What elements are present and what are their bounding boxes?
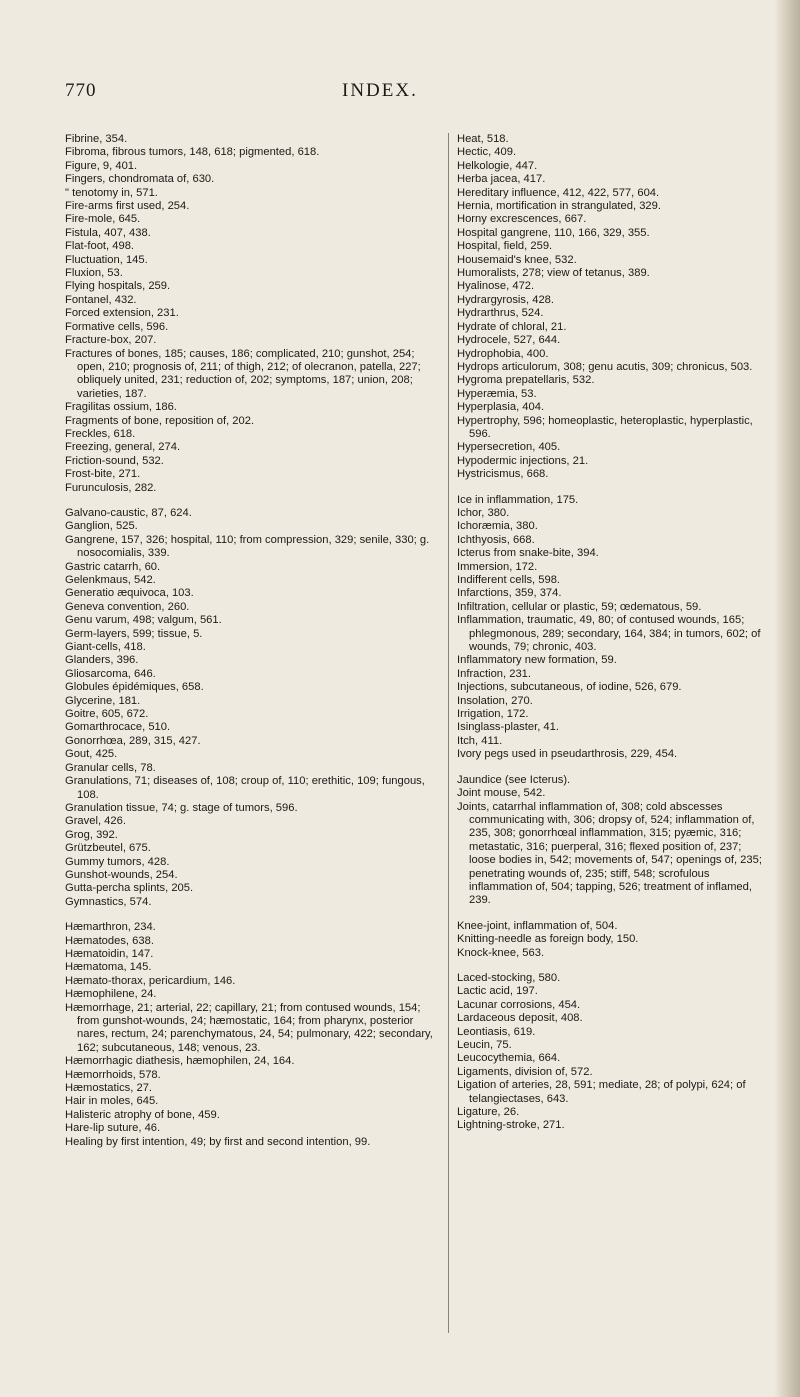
index-entry: Lardaceous deposit, 408. [457, 1012, 583, 1025]
index-entry: Gymnastics, 574. [65, 895, 152, 908]
index-entry: Hectic, 409. [457, 146, 517, 159]
index-entry: Gelenkmaus, 542. [65, 574, 156, 586]
page-title: INDEX. [342, 80, 418, 101]
index-entry: Heat, 518. [457, 133, 509, 145]
index-entry: Hydrocele, 527, 644. [457, 334, 561, 347]
index-entry: Fluxion, 53. [65, 267, 123, 280]
index-entry: Gastric catarrh, 60. [65, 560, 161, 573]
index-entry: Hydrargyrosis, 428. [457, 293, 554, 306]
index-entry: Gravel, 426. [65, 815, 126, 828]
index-entry: Fluctuation, 145. [65, 253, 148, 266]
index-entry: Ichthyosis, 668. [457, 533, 535, 546]
index-entry: Immersion, 172. [457, 560, 538, 573]
index-entry: Fractures of bones, 185; causes, 186; complicated, 210; gunshot, 254; open, 210; prognosis of, 211; of thigh, 212; of olecranon, patella, 227; obliquely united, 231; reduction of, 202; symptoms, 187; union, 208; varieties, 187. [65, 347, 421, 400]
index-entry: Gonorrhœa, 289, 315, 427. [65, 734, 201, 747]
index-entry: Hyalinose, 472. [457, 280, 535, 293]
index-entry: Gummy tumors, 428. [65, 855, 170, 868]
index-group [457, 133, 762, 482]
index-entry: Hydrophobia, 400. [457, 347, 549, 360]
index-entry: Globules épidémiques, 658. [65, 681, 204, 694]
index-entry: Hare-lip suture, 46. [65, 1122, 161, 1135]
index-group [457, 920, 762, 960]
index-entry: Leucocythemia, 664. [457, 1052, 561, 1065]
index-entry: Fire-mole, 645. [65, 213, 141, 226]
index-column-right [448, 133, 762, 1333]
index-entry: Grog, 392. [65, 828, 118, 841]
index-group [65, 921, 435, 1149]
index-entry: Injections, subcutaneous, of iodine, 526, 679. [457, 681, 682, 694]
index-entry: Ice in inflammation, 175. [457, 493, 579, 506]
index-entry: Isinglass-plaster, 41. [457, 721, 559, 734]
index-entry: Lactic acid, 197. [457, 985, 538, 998]
index-entry: Knee-joint, inflammation of, 504. [457, 919, 618, 932]
index-entry: Giant-cells, 418. [65, 641, 146, 654]
index-entry: Irrigation, 172. [457, 708, 529, 721]
index-entry: Germ-layers, 599; tissue, 5. [65, 627, 203, 640]
index-entry: Goitre, 605, 672. [65, 708, 149, 721]
index-entry: Gangrene, 157, 326; hospital, 110; from compression, 329; senile, 330; g. nosocomialis, 339. [65, 533, 430, 560]
index-entry: Furunculosis, 282. [65, 481, 157, 494]
index-entry: Horny excrescences, 667. [457, 213, 587, 226]
index-entry: Joint mouse, 542. [457, 787, 546, 800]
index-entry: Friction-sound, 532. [65, 454, 164, 467]
index-entry: Infarctions, 359, 374. [457, 587, 562, 600]
index-entry: Hydrate of chloral, 21. [457, 320, 567, 333]
index-entry: Housemaid's knee, 532. [457, 253, 577, 266]
index-entry: Glanders, 396. [65, 654, 139, 667]
page-header [0, 80, 800, 104]
index-entry: Freezing, general, 274. [65, 441, 181, 454]
index-entry: Fire-arms first used, 254. [65, 200, 190, 213]
index-entry: Hypersecretion, 405. [457, 441, 561, 454]
index-entry: Ivory pegs used in pseudarthrosis, 229, 454. [457, 748, 678, 761]
index-entry: Gunshot-wounds, 254. [65, 868, 178, 881]
index-entry: Hæmophilene, 24. [65, 988, 157, 1001]
index-entry: Geneva convention, 260. [65, 600, 190, 613]
index-entry: Hydrarthrus, 524. [457, 307, 544, 320]
index-entry: Flat-foot, 498. [65, 240, 135, 253]
index-entry: Lacunar corrosions, 454. [457, 998, 581, 1011]
index-entry: Hæmostatics, 27. [65, 1082, 153, 1095]
index-entry: Gliosarcoma, 646. [65, 667, 156, 680]
index-entry: Ichor, 380. [457, 506, 510, 519]
index-entry: Humoralists, 278; view of tetanus, 389. [457, 267, 650, 280]
index-entry: Hæmatodes, 638. [65, 934, 154, 947]
index-entry: Fistula, 407, 438. [65, 226, 151, 239]
index-entry: Hæmorrhagic diathesis, hæmophilen, 24, 164. [65, 1055, 295, 1068]
page-number: 770 [65, 80, 97, 101]
index-entry: Leontiasis, 619. [457, 1025, 536, 1038]
index-entry: " tenotomy in, 571. [65, 186, 158, 199]
index-entry: Hospital gangrene, 110, 166, 329, 355. [457, 226, 650, 239]
index-entry: Indifferent cells, 598. [457, 574, 561, 586]
index-entry: Forced extension, 231. [65, 307, 179, 320]
index-entry: Halisteric atrophy of bone, 459. [65, 1108, 220, 1121]
index-entry: Freckles, 618. [65, 427, 136, 440]
index-entry: Icterus from snake-bite, 394. [457, 547, 599, 560]
index-group [457, 972, 762, 1133]
index-entry: Fragments of bone, reposition of, 202. [65, 414, 255, 427]
index-entry: Ligature, 26. [457, 1106, 520, 1119]
index-entry: Hospital, field, 259. [457, 240, 553, 253]
index-group [65, 507, 435, 909]
index-entry: Granular cells, 78. [65, 761, 156, 774]
index-entry: Granulations, 71; diseases of, 108; croup of, 110; erethitic, 109; fungous, 108. [65, 775, 425, 801]
index-entry: Hyperæmia, 53. [457, 387, 537, 400]
index-entry: Hygroma prepatellaris, 532. [457, 374, 595, 387]
index-entry: Hæmorrhoids, 578. [65, 1068, 161, 1081]
index-entry: Hæmato-thorax, pericardium, 146. [65, 974, 236, 987]
index-entry: Knitting-needle as foreign body, 150. [457, 933, 639, 946]
index-entry: Hypertrophy, 596; homeoplastic, heteroplastic, hyperplastic, 596. [457, 414, 753, 440]
index-entry: Helkologie, 447. [457, 159, 538, 172]
index-entry: Generatio æquivoca, 103. [65, 587, 194, 600]
index-entry: Laced-stocking, 580. [457, 971, 561, 984]
index-entry: Ichoræmia, 380. [457, 520, 538, 533]
index-entry: Frost-bite, 271. [65, 468, 141, 481]
index-entry: Hypodermic injections, 21. [457, 454, 589, 467]
index-entry: Ligaments, division of, 572. [457, 1065, 593, 1078]
index-entry: Herba jacea, 417. [457, 173, 546, 186]
index-entry: Itch, 411. [457, 734, 503, 747]
index-entry: Fontanel, 432. [65, 293, 137, 306]
index-entry: Infraction, 231. [457, 667, 532, 680]
index-entry: Glycerine, 181. [65, 694, 141, 707]
index-entry: Hystricismus, 668. [457, 468, 549, 481]
index-entry: Gutta-percha splints, 205. [65, 882, 194, 895]
index-entry: Gout, 425. [65, 748, 118, 761]
page-edge-shadow [774, 0, 800, 1397]
index-entry: Fibrine, 354. [65, 133, 128, 145]
index-entry: Joints, catarrhal inflammation of, 308; cold abscesses communicating with, 306; dropsy of, 524; inflammation of, 235, 308; gonorrhœal inflammation, 315; pyæmic, 316; metastatic, 316; puerperal, 316; flexed position of, 237; loose bodies in, 542; movements of, 547; openings of, 235; penetrating wounds of, 235; stiff, 548; scrofulous inflammation of, 504; tapping, 526; treatment of inflamed, 239. [457, 800, 762, 907]
index-entry: Grützbeutel, 675. [65, 842, 151, 855]
index-entry: Hæmatoidin, 147. [65, 947, 154, 960]
index-group [457, 494, 762, 762]
index-entry: Hyperplasia, 404. [457, 401, 545, 414]
index-entry: Hæmatoma, 145. [65, 961, 152, 974]
index-entry: Healing by first intention, 49; by first and second intention, 99. [65, 1135, 371, 1148]
index-entry: Inflammation, traumatic, 49, 80; of contused wounds, 165; phlegmonous, 289; secondary, 164, 384; in tumors, 602; of wounds, 79; chronic, 403. [457, 614, 761, 654]
index-entry: Formative cells, 596. [65, 320, 169, 333]
index-entry: Leucin, 75. [457, 1039, 512, 1051]
index-entry: Infiltration, cellular or plastic, 59; œdematous, 59. [457, 600, 702, 613]
index-entry: Hydrops articulorum, 308; genu acutis, 309; chronicus, 503. [457, 360, 753, 373]
index-entry: Flying hospitals, 259. [65, 280, 171, 293]
index-column-left [65, 133, 435, 1161]
index-entry: Hair in moles, 645. [65, 1095, 159, 1108]
index-entry: Fingers, chondromata of, 630. [65, 173, 215, 186]
index-entry: Granulation tissue, 74; g. stage of tumors, 596. [65, 801, 298, 814]
index-entry: Inflammatory new formation, 59. [457, 654, 617, 667]
index-entry: Figure, 9, 401. [65, 159, 138, 172]
index-entry: Gomarthrocace, 510. [65, 721, 171, 734]
index-entry: Hæmorrhage, 21; arterial, 22; capillary, 21; from contused wounds, 154; from gunshot-wounds, 24; hæmostatic, 164; from pharynx, posterior nares, rectum, 24; parenchymatous, 24, 54; pulmonary, 422; secondary, 162; subcutaneous, 148; venous, 23. [65, 1001, 433, 1054]
index-entry: Hæmarthron, 234. [65, 921, 156, 934]
index-group [457, 774, 762, 908]
index-entry: Ligation of arteries, 28, 591; mediate, 28; of polypi, 624; of telangiectases, 643. [457, 1079, 746, 1105]
index-entry: Jaundice (see Icterus). [457, 773, 571, 786]
index-entry: Knock-knee, 563. [457, 946, 545, 959]
index-entry: Genu varum, 498; valgum, 561. [65, 614, 222, 627]
index-entry: Fracture-box, 207. [65, 334, 157, 347]
index-entry: Fibroma, fibrous tumors, 148, 618; pigmented, 618. [65, 146, 320, 159]
index-entry: Ganglion, 525. [65, 520, 138, 533]
index-entry: Galvano-caustic, 87, 624. [65, 506, 192, 519]
index-entry: Fragilitas ossium, 186. [65, 401, 177, 414]
index-group [65, 133, 435, 495]
index-entry: Lightning-stroke, 271. [457, 1119, 565, 1132]
index-entry: Hereditary influence, 412, 422, 577, 604. [457, 186, 660, 199]
index-entry: Hernia, mortification in strangulated, 329. [457, 200, 661, 213]
index-entry: Insolation, 270. [457, 694, 533, 707]
